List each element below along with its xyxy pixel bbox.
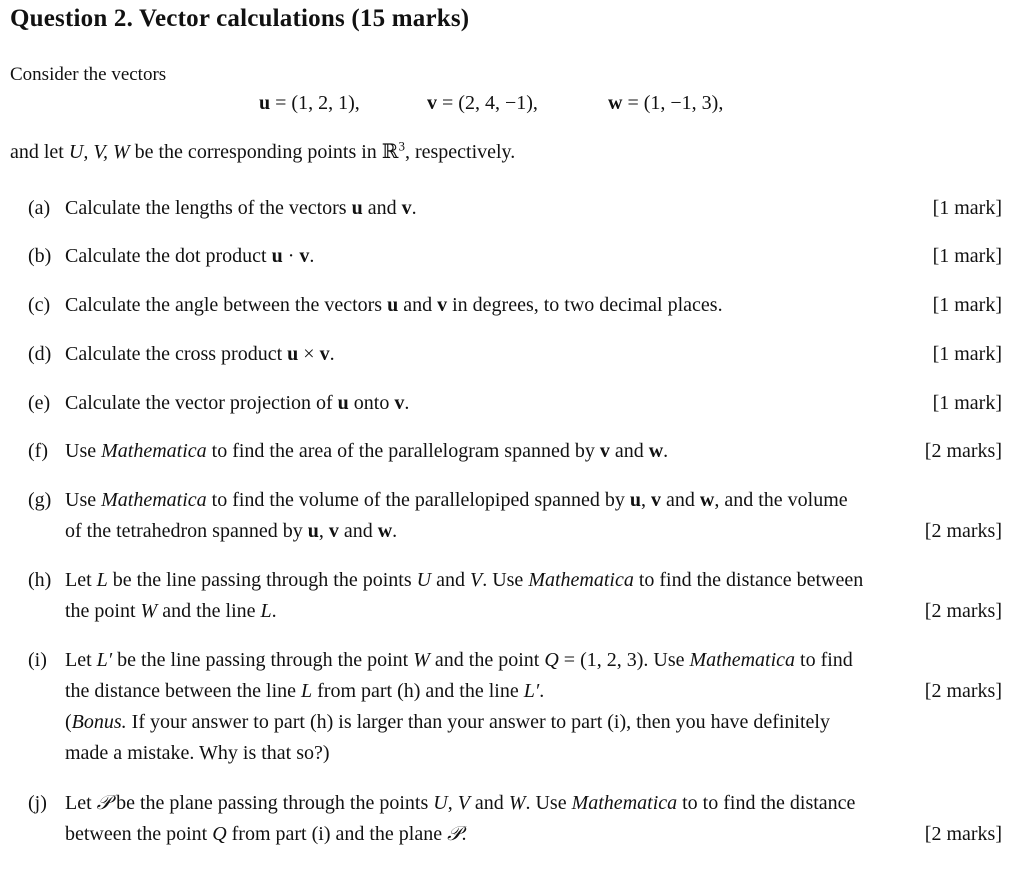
part-label: (e)	[28, 392, 51, 414]
part-label: (c)	[28, 294, 51, 316]
mark-value: [2 marks]	[924, 520, 1002, 542]
question-title: Question 2. Vector calculations (15 marks)	[10, 5, 470, 32]
part-label: (h)	[28, 569, 52, 591]
mark-value: [2 marks]	[924, 600, 1002, 622]
vector-w: w = (1, −1, 3),	[608, 92, 724, 114]
part-label: (a)	[28, 197, 51, 219]
mark-value: [1 mark]	[932, 197, 1002, 219]
part-d: (d) Calculate the cross product u × v. [1 mark]	[28, 339, 1002, 370]
mark-value: [1 mark]	[932, 343, 1002, 365]
part-label: (j)	[28, 792, 47, 814]
part-b: (b) Calculate the dot product u · v. [1 mark]	[28, 241, 1002, 272]
part-e: (e) Calculate the vector projection of u onto v. [1 mark]	[28, 388, 1002, 419]
mark-value: [2 marks]	[924, 823, 1002, 845]
vector-v: v = (2, 4, −1),	[427, 92, 538, 114]
part-label: (b)	[28, 245, 52, 267]
bonus-note: (Bonus. If your answer to part (h) is larger than your answer to part (i), then you have definitely	[65, 711, 830, 733]
part-g: (g) Use Mathematica to find the volume of the parallelopiped spanned by u, v and w, and the volume of the tetrahedron spanned by u, v and w. [2 marks]	[28, 485, 1002, 547]
part-label: (f)	[28, 440, 48, 462]
part-label: (g)	[28, 489, 52, 511]
part-c: (c) Calculate the angle between the vectors u and v in degrees, to two decimal places. [1 mark]	[28, 290, 1002, 321]
setup-text: and let U, V, W be the corresponding points in ℝ$^3$, respectively.	[10, 138, 516, 163]
vector-u: u = (1, 2, 1),	[259, 92, 360, 114]
mark-value: [2 marks]	[924, 680, 1002, 702]
intro-text: Consider the vectors	[10, 64, 167, 85]
mark-value: [2 marks]	[924, 440, 1002, 462]
part-label: (d)	[28, 343, 52, 365]
mark-value: [1 mark]	[932, 392, 1002, 414]
part-label: (i)	[28, 649, 47, 671]
vector-definitions	[0, 92, 1024, 120]
mark-value: [1 mark]	[932, 294, 1002, 316]
part-h: (h) Let L be the line passing through the points U and V. Use Mathematica to find the distance between the point W and the line L. [2 marks]	[28, 565, 1002, 627]
part-a: (a) Calculate the lengths of the vectors u and v. [1 mark]	[28, 193, 1002, 224]
part-f: (f) Use Mathematica to find the area of the parallelogram spanned by v and w. [2 marks]	[28, 436, 1002, 467]
part-j: (j) Let 𝒫 be the plane passing through the points U, V and W. Use Mathematica to to find the distance between the point Q from part (i) and the plane 𝒫. [2 marks]	[28, 788, 1002, 850]
mark-value: [1 mark]	[932, 245, 1002, 267]
part-i: (i) Let L′ be the line passing through the point W and the point Q = (1, 2, 3). Use Mathematica to find the distance between the line L from part (h) and the line L′. (Bonus. If your answer to part (h) is larger than your answer to part (i), then you have definitely made a mistake. Why is that so?) [2 marks]	[28, 645, 1002, 769]
